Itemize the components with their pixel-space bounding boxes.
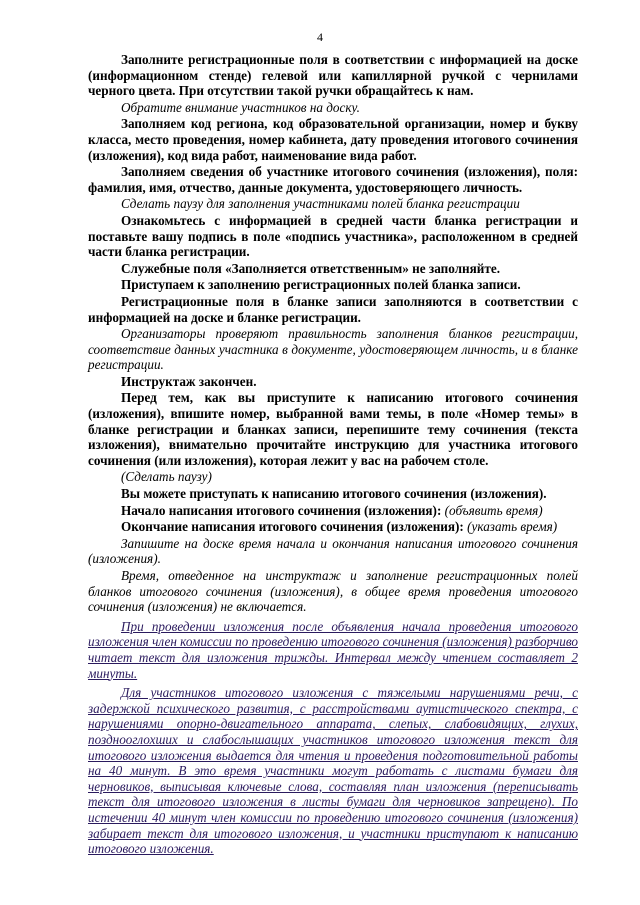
instruction-paragraph: Вы можете приступать к написанию итогового сочинения (изложения). xyxy=(121,486,547,502)
instruction-paragraph: Приступаем к заполнению регистрационных полей бланка записи. xyxy=(121,277,521,293)
organizer-note: Организаторы проверяют правильность заполнения бланков регистрации, соответствие данных участника в документе, удостоверяющем личность, и в бланке регистрации. xyxy=(88,326,578,373)
end-time-line xyxy=(88,519,578,535)
organizer-note: Обратите внимание участников на доску. xyxy=(121,99,360,115)
start-time-label: Начало написания итогового сочинения (изложения): xyxy=(121,502,442,518)
instruction-paragraph: Регистрационные поля в бланке записи заполняются в соответствии с информацией на доске и бланке регистрации. xyxy=(88,293,578,325)
underlined-note: Для участников итогового изложения с тяжелыми нарушениями речи, с задержкой психического развития, с расстройствами аутистического спектра, с нарушениями опорно-двигательного аппарата, слепых, слабовидящих, глухих, позднооглохших и слабослышащих участников итогового изложения текст для итогового изложения выдается для чтения и проведения подготовительной работы на 40 минут. В это время участники могут работать с листами бумаги для черновиков, выписывая ключевые слова, составляя план изложения (переписывать текст для итогового изложения в листы бумаги для черновиков запрещено). По истечении 40 минут член комиссии по проведению итогового сочинения (изложения) забирает текст для итогового изложения, и участники приступают к написанию итогового изложения. xyxy=(88,685,578,857)
instruction-paragraph: Служебные поля «Заполняется ответственным» не заполняйте. xyxy=(121,260,500,276)
instruction-paragraph: Заполняем сведения об участнике итогового сочинения (изложения), поля: фамилия, имя, отчество, данные документа, удостоверяющего личность. xyxy=(88,164,578,195)
organizer-note: Время, отведенное на инструктаж и заполнение регистрационных полей бланков итогового сочинения (изложения), в общее время проведения итогового сочинения (изложения) не включается. xyxy=(88,568,578,615)
instruction-paragraph: Заполняем код региона, код образовательной организации, номер и букву класса, место проведения, номер кабинета, дату проведения итогового сочинения (изложения), код вида работ, наименование вида работ. xyxy=(88,116,578,163)
end-time-hint: (указать время) xyxy=(463,519,558,535)
instruction-paragraph: Заполните регистрационные поля в соответствии с информацией на доске (информационном стенде) гелевой или капиллярной ручкой с чернилами черного цвета. При отсутствии такой ручки обращайтесь к нам. xyxy=(88,52,578,99)
underlined-note: При проведении изложения после объявления начала проведения итогового изложения член комиссии по проведению итогового сочинения (изложения) разборчиво читает текст для изложения трижды. Интервал между чтением составляет 2 минуты. xyxy=(88,618,579,681)
end-time-label: Окончание написания итогового сочинения (изложения): xyxy=(121,519,464,535)
page-number: 4 xyxy=(317,30,323,44)
organizer-note: (Сделать паузу) xyxy=(121,469,212,485)
start-time-line xyxy=(88,503,578,519)
document-body xyxy=(88,52,578,858)
instruction-paragraph: Перед тем, как вы приступите к написанию итогового сочинения (изложения), впишите номер, выбранной вами темы, в поле «Номер темы» в бланке регистрации и бланках записи, перепишите тему сочинения (текста изложения), внимательно прочитайте инструкцию для участника итогового сочинения (или изложения), которая лежит у вас на рабочем столе. xyxy=(88,390,578,468)
organizer-note: Сделать паузу для заполнения участниками полей бланка регистрации xyxy=(121,196,520,212)
instruction-paragraph: Ознакомьтесь с информацией в средней части бланка регистрации и поставьте вашу подпись в поле «подпись участника», расположенном в средней части бланка регистрации. xyxy=(88,212,578,260)
start-time-hint: (объявить время) xyxy=(441,502,543,518)
instruction-paragraph: Инструктаж закончен. xyxy=(121,373,257,389)
organizer-note: Запишите на доске время начала и окончания написания итогового сочинения (изложения). xyxy=(88,535,578,567)
